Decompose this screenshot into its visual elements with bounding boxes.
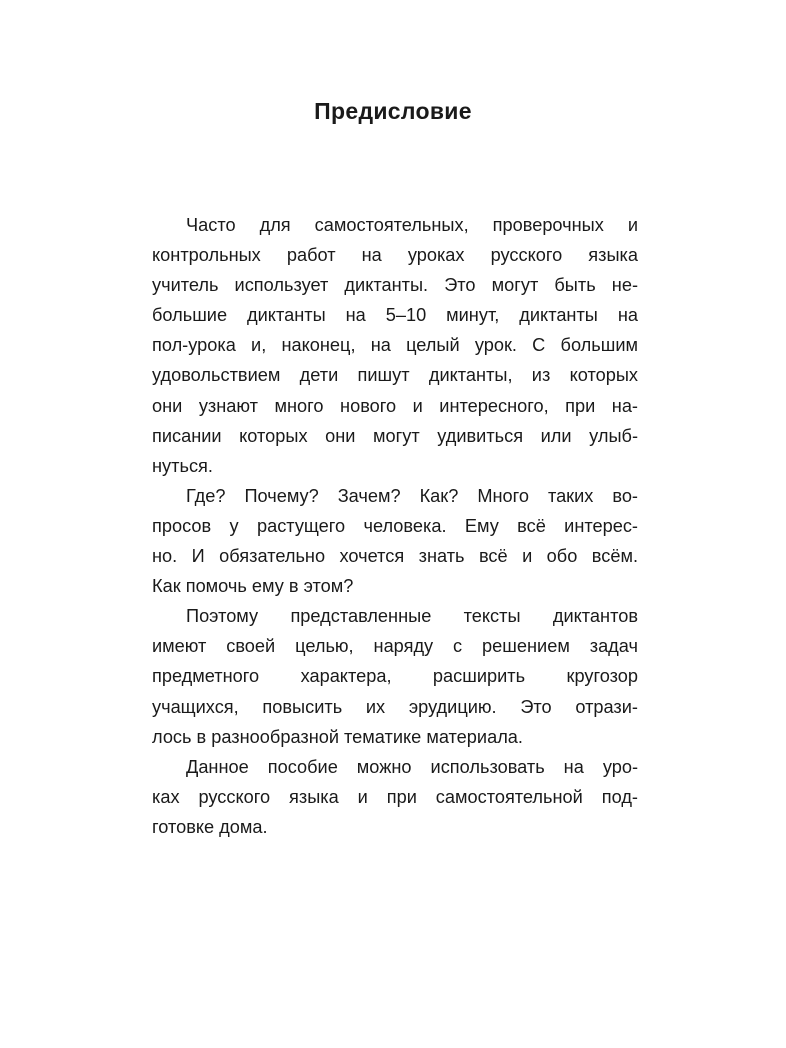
text-line: пол-урока и, наконец, на целый урок. С большим [152,335,638,356]
text-line: имеют своей целью, наряду с решением задач [152,636,638,657]
text-line: нуться. [152,455,213,476]
text-line: Поэтому представленные тексты диктантов [186,606,638,627]
text-line: писании которых они могут удивиться или улыб- [152,425,638,446]
text-line: учащихся, повысить их эрудицию. Это отрази- [152,696,638,717]
text-line: просов у растущего человека. Ему всё интерес- [152,515,638,536]
text-line: удовольствием дети пишут диктанты, из которых [152,365,638,386]
text-line: предметного характера, расширить кругозор [152,666,638,687]
text-line: Как помочь ему в этом? [152,576,354,597]
text-line: готовке дома. [152,816,268,837]
text-line: но. И обязательно хочется знать всё и обо всём. [152,546,638,567]
text-line: учитель использует диктанты. Это могут быть не- [152,275,638,296]
text-line: большие диктанты на 5–10 минут, диктанты на [152,305,638,326]
text-line: контрольных работ на уроках русского языка [152,245,638,266]
preface-text [152,210,638,842]
text-line: они узнают много нового и интересного, при на- [152,395,638,416]
text-line: лось в разнообразной тематике материала. [152,726,523,747]
text-line: Данное пособие можно использовать на уро- [186,756,638,777]
text-line: ках русского языка и при самостоятельной под- [152,786,638,807]
page-title: Предисловие [314,98,472,124]
text-line: Часто для самостоятельных, проверочных и [186,215,638,235]
text-line: Где? Почему? Зачем? Как? Много таких во- [186,485,638,506]
